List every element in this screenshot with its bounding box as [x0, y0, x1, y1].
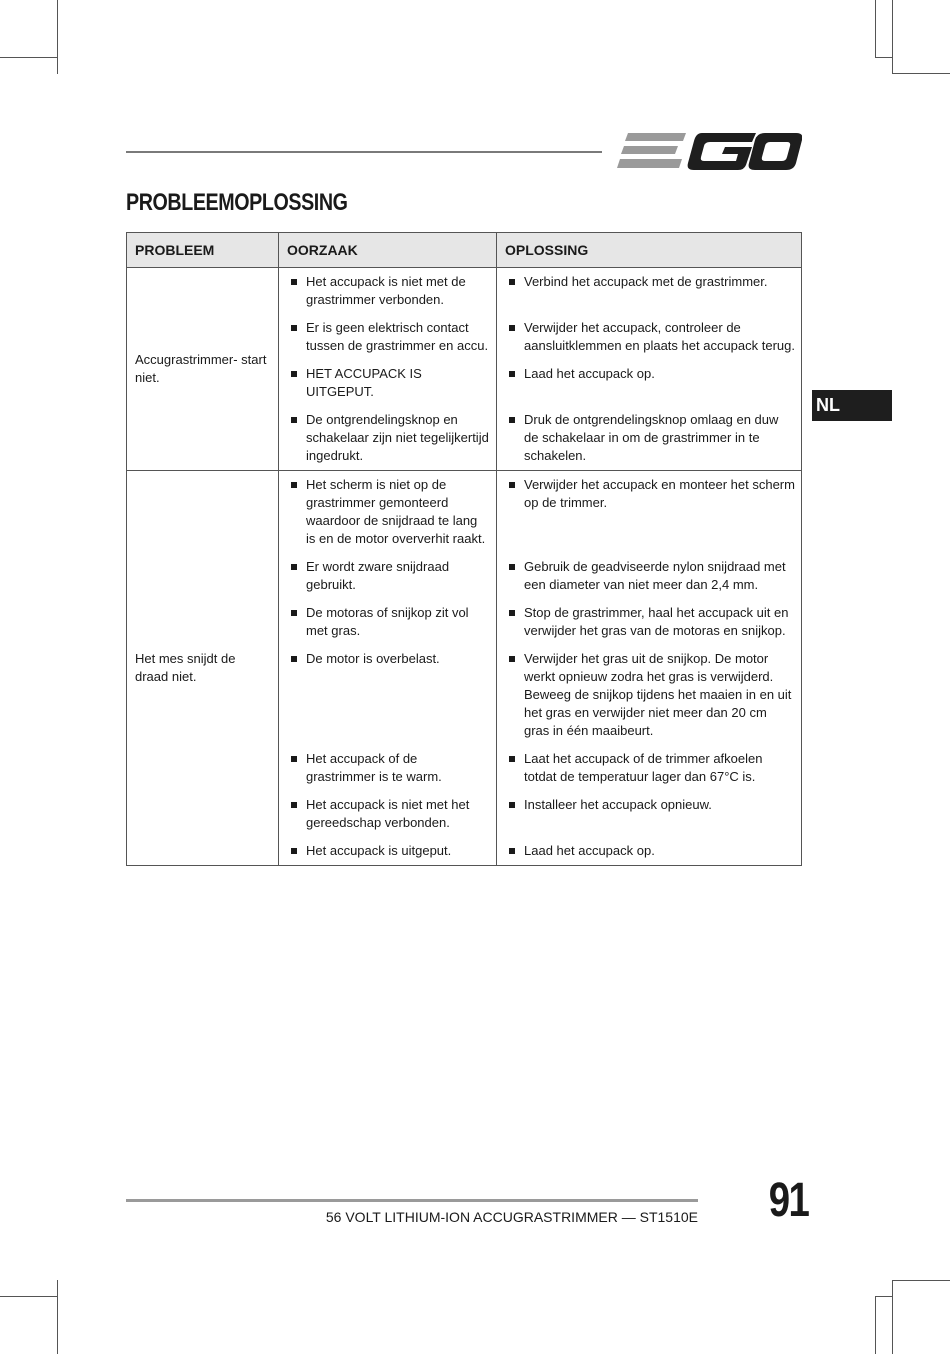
solution-text: Verwijder het accupack, controleer de aansluitklemmen en plaats het accupack terug. — [524, 320, 795, 353]
solution-cell — [497, 599, 802, 645]
bullet-icon — [291, 656, 297, 662]
bullet-icon — [509, 482, 515, 488]
table-header-row — [127, 233, 802, 268]
footer-product-line: 56 VOLT LITHIUM-ION ACCUGRASTRIMMER — ST1510E — [325, 1209, 698, 1225]
table-row — [127, 471, 802, 554]
solution-cell — [497, 645, 802, 745]
cause-cell — [279, 268, 497, 315]
cause-cell — [279, 314, 497, 360]
solution-text: Laat het accupack of de trimmer afkoelen totdat de temperatuur lager dan 67°C is. — [524, 751, 763, 784]
crop-mark — [57, 0, 58, 74]
language-tab: NL — [812, 390, 892, 421]
solution-cell — [497, 314, 802, 360]
page-title: PROBLEEMOPLOSSING — [126, 189, 348, 216]
crop-mark — [892, 1280, 950, 1281]
solution-cell — [497, 553, 802, 599]
problem-cell: Accugrastrimmer- start niet. — [127, 268, 279, 471]
solution-cell — [497, 745, 802, 791]
crop-mark — [875, 0, 876, 58]
bullet-icon — [291, 482, 297, 488]
bullet-icon — [509, 564, 515, 570]
cause-text: Het accupack is niet met het gereedschap verbonden. — [306, 797, 470, 830]
bullet-icon — [291, 564, 297, 570]
cause-text: Er wordt zware snijdraad gebruikt. — [306, 559, 450, 592]
cause-text: Het accupack is uitgeput. — [306, 843, 452, 858]
solution-text: Gebruik de geadviseerde nylon snijdraad met een diameter van niet meer dan 2,4 mm. — [524, 559, 786, 592]
cause-text: De motor is overbelast. — [306, 651, 440, 666]
bullet-icon — [291, 610, 297, 616]
cause-text: De motoras of snijkop zit vol met gras. — [306, 605, 469, 638]
crop-mark — [875, 1296, 893, 1297]
crop-mark — [875, 1296, 876, 1354]
solution-text: Laad het accupack op. — [524, 843, 655, 858]
header-rule — [126, 151, 602, 153]
solution-text: Druk de ontgrendelingsknop omlaag en duw de schakelaar in om de grastrimmer in te schakelen. — [524, 412, 779, 463]
crop-mark — [892, 1280, 893, 1354]
solution-cell — [497, 471, 802, 554]
bullet-icon — [291, 371, 297, 377]
cause-cell — [279, 745, 497, 791]
bullet-icon — [509, 848, 515, 854]
cause-cell — [279, 360, 497, 406]
header-solution: OPLOSSING — [497, 233, 802, 268]
crop-mark — [875, 57, 893, 58]
header-problem: PROBLEEM — [127, 233, 279, 268]
crop-mark — [57, 1280, 58, 1354]
bullet-icon — [291, 802, 297, 808]
cause-text: HET ACCUPACK IS UITGEPUT. — [306, 366, 422, 399]
crop-mark — [0, 1296, 58, 1297]
crop-mark — [0, 57, 58, 58]
solution-text: Installeer het accupack opnieuw. — [524, 797, 712, 812]
cause-text: Het accupack is niet met de grastrimmer verbonden. — [306, 274, 466, 307]
bullet-icon — [509, 279, 515, 285]
cause-cell — [279, 471, 497, 554]
solution-cell — [497, 406, 802, 471]
bullet-icon — [291, 417, 297, 423]
page-number: 91 — [768, 1174, 809, 1227]
bullet-icon — [509, 610, 515, 616]
solution-cell — [497, 360, 802, 406]
header-cause: OORZAAK — [279, 233, 497, 268]
cause-cell — [279, 599, 497, 645]
footer-rule — [126, 1199, 698, 1202]
cause-cell — [279, 553, 497, 599]
cause-cell — [279, 645, 497, 745]
troubleshooting-table — [126, 232, 802, 866]
cause-text: Er is geen elektrisch contact tussen de grastrimmer en accu. — [306, 320, 489, 353]
bullet-icon — [509, 371, 515, 377]
solution-text: Verwijder het gras uit de snijkop. De motor werkt opnieuw zodra het gras is verwijderd. Beweeg de snijkop tijdens het maaien in en uit het gras en verwijder niet meer dan 20 cm gras in één maaibeurt. — [524, 651, 792, 738]
ego-logo — [616, 128, 802, 174]
bullet-icon — [509, 756, 515, 762]
cause-text: Het scherm is niet op de grastrimmer gemonteerd waardoor de snijdraad te lang is en de motor oververhit raakt. — [306, 477, 486, 546]
crop-mark — [892, 0, 893, 74]
bullet-icon — [509, 325, 515, 331]
bullet-icon — [291, 325, 297, 331]
bullet-icon — [291, 756, 297, 762]
bullet-icon — [509, 417, 515, 423]
solution-text: Stop de grastrimmer, haal het accupack uit en verwijder het gras van de motoras en snijkop. — [524, 605, 789, 638]
bullet-icon — [291, 848, 297, 854]
table-row — [127, 268, 802, 315]
cause-cell — [279, 837, 497, 866]
solution-text: Laad het accupack op. — [524, 366, 655, 381]
solution-cell — [497, 791, 802, 837]
solution-cell — [497, 268, 802, 315]
solution-text: Verwijder het accupack en monteer het scherm op de trimmer. — [524, 477, 795, 510]
cause-cell — [279, 406, 497, 471]
bullet-icon — [509, 656, 515, 662]
problem-cell: Het mes snijdt de draad niet. — [127, 471, 279, 866]
cause-text: De ontgrendelingsknop en schakelaar zijn niet tegelijkertijd ingedrukt. — [306, 412, 489, 463]
bullet-icon — [509, 802, 515, 808]
bullet-icon — [291, 279, 297, 285]
cause-text: Het accupack of de grastrimmer is te warm. — [306, 751, 442, 784]
solution-text: Verbind het accupack met de grastrimmer. — [524, 274, 768, 289]
solution-cell — [497, 837, 802, 866]
crop-mark — [892, 73, 950, 74]
cause-cell — [279, 791, 497, 837]
